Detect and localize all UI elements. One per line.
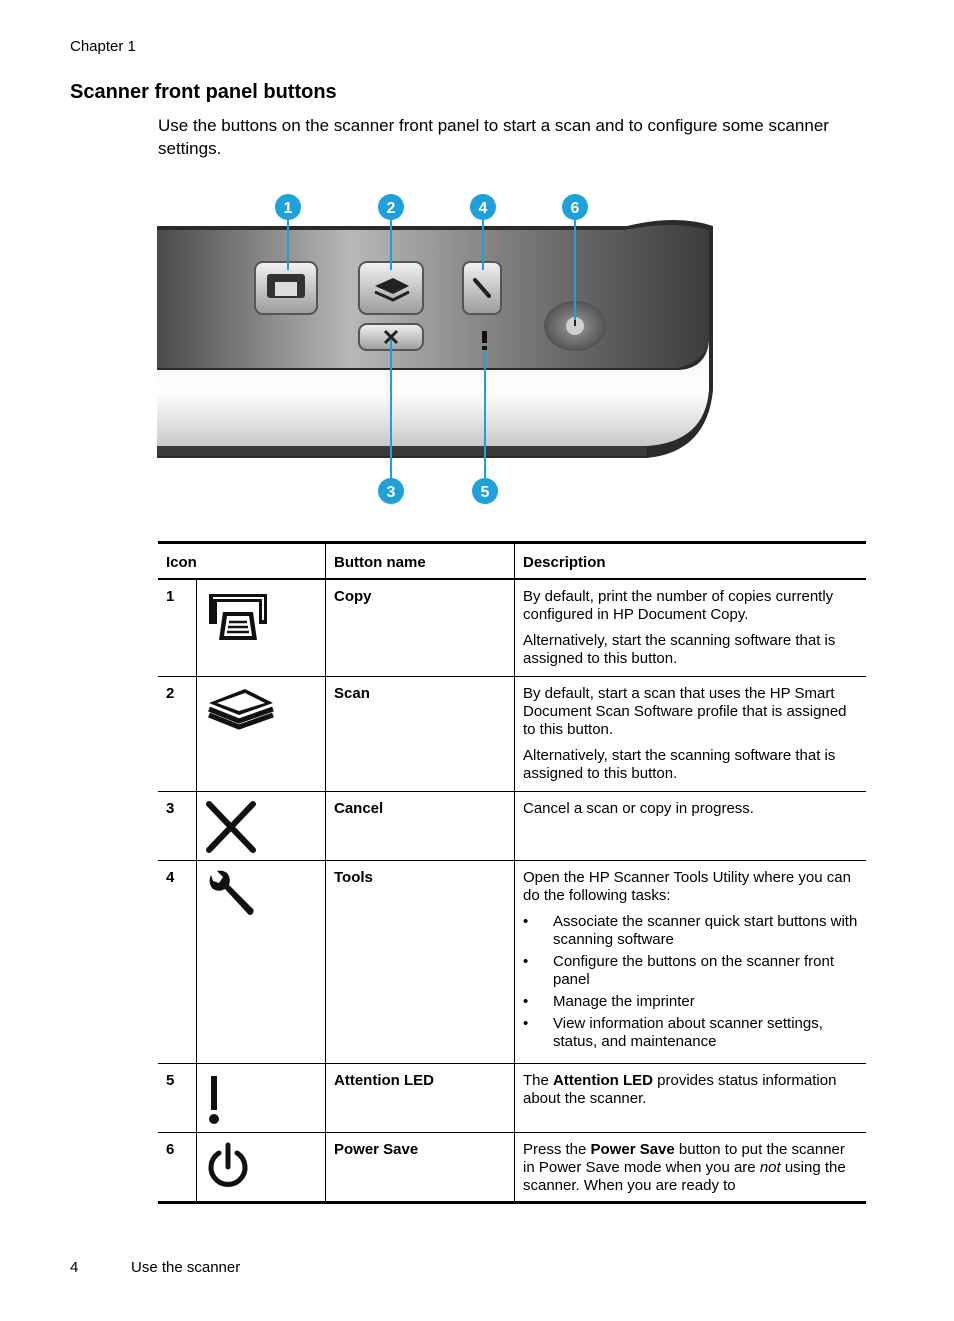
chapter-label: Chapter 1 [70, 38, 136, 55]
button-name: Copy [326, 579, 515, 676]
power-icon [197, 1132, 326, 1202]
row-number: 3 [158, 791, 197, 860]
table-row [158, 860, 866, 1063]
description [515, 1132, 867, 1202]
task-list [523, 913, 858, 1051]
description [515, 791, 867, 860]
svg-text:4: 4 [478, 200, 488, 217]
panel-copy-button [255, 262, 317, 314]
list-item: • Manage the imprinter [523, 993, 858, 1011]
list-item: • Configure the buttons on the scanner front panel [523, 953, 858, 989]
header-button-name: Button name [326, 543, 515, 580]
table-row [158, 791, 866, 860]
svg-text:5: 5 [480, 484, 490, 501]
table-row [158, 579, 866, 676]
section-title: Scanner front panel buttons [70, 81, 337, 103]
callout-1 [275, 194, 301, 220]
callout-5 [472, 478, 498, 504]
table-header-row [158, 543, 866, 580]
description-paragraph: Alternatively, start the scanning software that is assigned to this button. [523, 746, 836, 782]
list-item: • Associate the scanner quick start buttons with scanning software [523, 913, 858, 949]
description [515, 1063, 867, 1132]
description [515, 860, 867, 1063]
header-description: Description [515, 543, 867, 580]
svg-text:1: 1 [283, 200, 293, 217]
panel-attention-led [482, 331, 487, 350]
button-name: Attention LED [326, 1063, 515, 1132]
intro-paragraph: Use the buttons on the scanner front panel to start a scan and to configure some scanner settings. [158, 116, 829, 158]
row-number: 4 [158, 860, 197, 1063]
attention-led-icon [197, 1063, 326, 1132]
header-icon: Icon [158, 543, 326, 580]
callout-2 [378, 194, 404, 220]
description [515, 676, 867, 791]
callout-3 [378, 478, 404, 504]
description-paragraph: By default, print the number of copies currently configured in HP Document Copy. [523, 588, 834, 623]
description-paragraph: Press the Power Save button to put the scanner in Power Save mode when you are not using the scanner. When you are ready to [523, 1140, 846, 1194]
copy-icon [197, 579, 326, 676]
row-number: 5 [158, 1063, 197, 1132]
button-name: Power Save [326, 1132, 515, 1202]
tools-icon [197, 860, 326, 1063]
table-row [158, 1063, 866, 1132]
button-table [158, 541, 866, 1204]
description [515, 579, 867, 676]
button-name: Tools [326, 860, 515, 1063]
table-row [158, 1132, 866, 1202]
description-paragraph: By default, start a scan that uses the HP Smart Document Scan Software profile that is assigned to this button. [523, 684, 847, 738]
callout-4 [470, 194, 496, 220]
svg-text:6: 6 [570, 200, 580, 217]
row-number: 1 [158, 579, 197, 676]
cancel-icon [197, 791, 326, 860]
button-name: Scan [326, 676, 515, 791]
list-item: • View information about scanner settings, status, and maintenance [523, 1015, 858, 1051]
row-number: 2 [158, 676, 197, 791]
footer-section-title: Use the scanner [131, 1259, 241, 1276]
description-paragraph: Open the HP Scanner Tools Utility where you can do the following tasks: [523, 868, 851, 904]
scanner-front-panel-figure [157, 190, 717, 510]
table-row [158, 676, 866, 791]
scan-icon [197, 676, 326, 791]
svg-text:2: 2 [386, 200, 396, 217]
button-name: Cancel [326, 791, 515, 860]
row-number: 6 [158, 1132, 197, 1202]
description-paragraph: The Attention LED provides status information about the scanner. [523, 1071, 837, 1107]
svg-text:3: 3 [386, 484, 396, 501]
callout-6 [562, 194, 588, 220]
description-paragraph: Alternatively, start the scanning software that is assigned to this button. [523, 632, 836, 667]
description-paragraph: Cancel a scan or copy in progress. [523, 799, 754, 817]
page-number: 4 [70, 1259, 79, 1276]
